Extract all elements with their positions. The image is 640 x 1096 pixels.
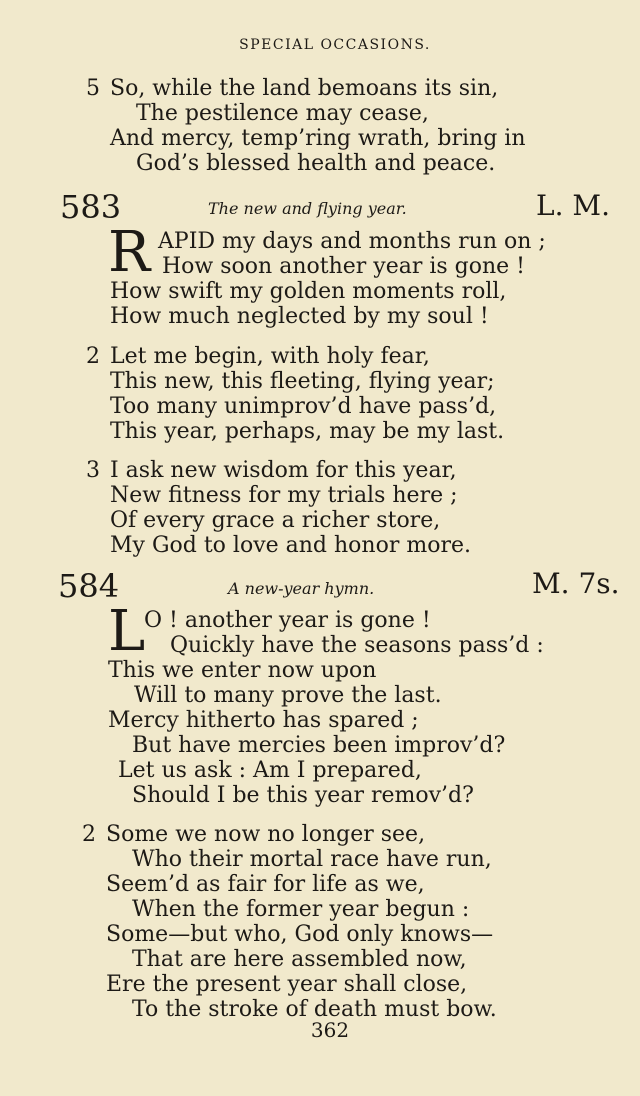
verse-line: And mercy, temp’ring wrath, bring in (110, 126, 526, 151)
verse-line: That are here assembled now, (132, 947, 467, 972)
verse-line: This we enter now upon (108, 658, 377, 683)
hymn-title: A new-year hymn. (228, 579, 375, 598)
verse-line: How swift my golden moments roll, (110, 279, 507, 304)
verse-number: 2 (86, 344, 100, 369)
verse-line: Will to many prove the last. (134, 683, 442, 708)
verse-line: So, while the land bemoans its sin, (110, 76, 499, 101)
hymn-title: The new and flying year. (208, 199, 407, 218)
verse-line: How soon another year is gone ! (162, 254, 526, 279)
verse-line: Quickly have the seasons pass’d : (170, 633, 544, 658)
verse-line: This new, this fleeting, flying year; (110, 369, 495, 394)
verse-line: Seem’d as fair for life as we, (106, 872, 425, 897)
drop-cap: R (108, 220, 151, 285)
page-number: 362 (310, 1018, 350, 1042)
verse-line: Ere the present year shall close, (106, 972, 468, 997)
hymn-number: 583 (60, 188, 122, 226)
drop-cap: L (108, 599, 146, 664)
verse-line: Who their mortal race have run, (132, 847, 492, 872)
hymn-meter: L. M. (536, 189, 610, 222)
hymn-meter: M. 7s. (532, 567, 620, 600)
running-header: SPECIAL OCCASIONS. (239, 37, 431, 53)
verse-line: The pestilence may cease, (136, 101, 429, 126)
verse-line: Some—but who, God only knows— (106, 922, 494, 947)
verse-line: This year, perhaps, may be my last. (110, 419, 505, 444)
verse-number: 5 (86, 76, 100, 101)
verse-line: Mercy hitherto has spared ; (108, 708, 419, 733)
verse-line: To the stroke of death must bow. (132, 997, 497, 1022)
verse-line: God’s blessed health and peace. (136, 151, 496, 176)
verse-line: How much neglected by my soul ! (110, 304, 489, 329)
verse-line: Should I be this year remov’d? (132, 783, 474, 808)
verse-line: Let me begin, with holy fear, (110, 344, 430, 369)
verse-line: Some we now no longer see, (106, 822, 426, 847)
verse-line: Of every grace a richer store, (110, 508, 441, 533)
verse-number: 3 (86, 458, 100, 483)
verse-line: My God to love and honor more. (110, 533, 471, 558)
verse-line: I ask new wisdom for this year, (110, 458, 457, 483)
verse-line: Let us ask : Am I prepared, (118, 758, 422, 783)
verse-line: O ! another year is gone ! (144, 608, 431, 633)
hymn-number: 584 (58, 567, 120, 605)
verse-number: 2 (82, 822, 96, 847)
verse-line: Too many unimprov’d have pass’d, (110, 394, 497, 419)
verse-line: New fitness for my trials here ; (110, 483, 458, 508)
verse-line: But have mercies been improv’d? (132, 733, 506, 758)
verse-line: APID my days and months run on ; (158, 229, 546, 254)
verse-line: When the former year begun : (132, 897, 470, 922)
